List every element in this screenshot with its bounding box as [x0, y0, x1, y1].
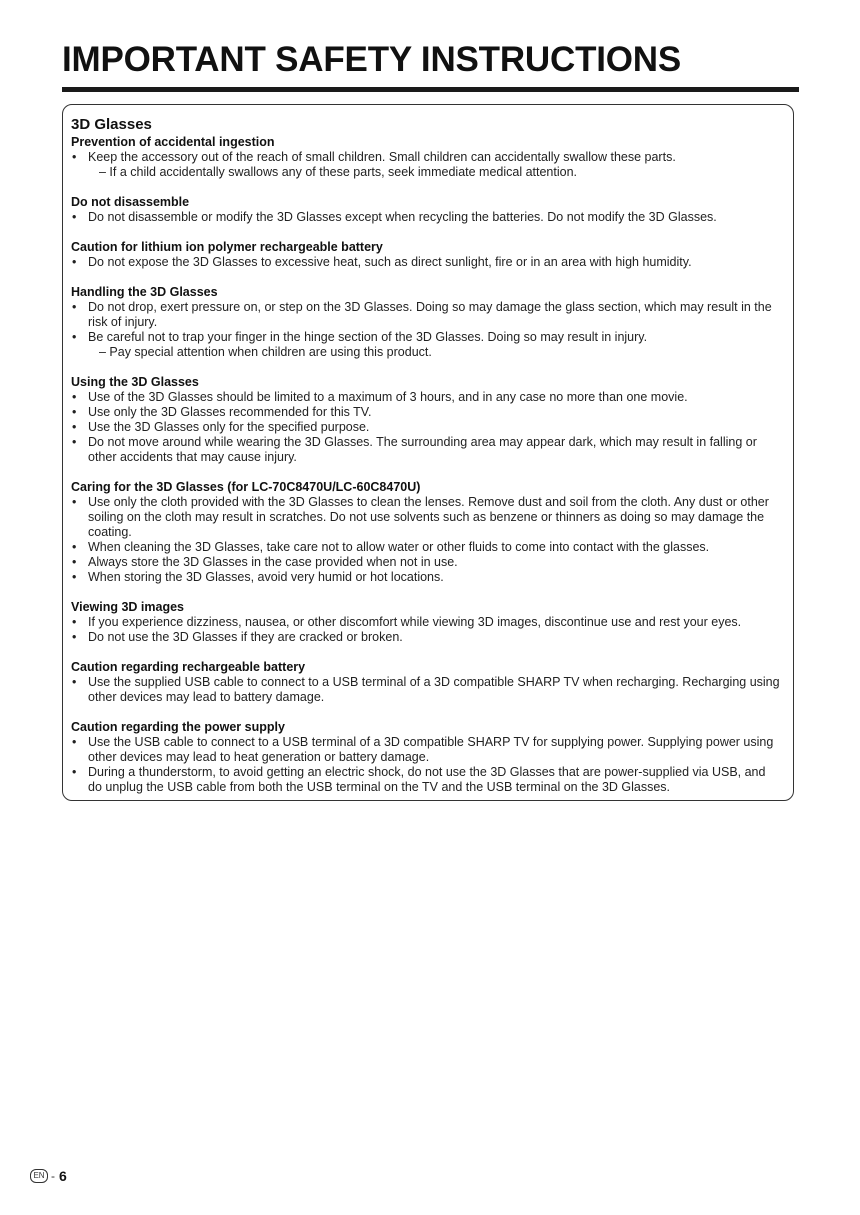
bullet-item: [71, 330, 782, 360]
bullet-dot-icon: •: [72, 390, 77, 404]
safety-section: [71, 375, 782, 465]
title-rule: [62, 87, 799, 92]
bullet-item: [71, 420, 782, 435]
bullet-text: Do not expose the 3D Glasses to excessive heat, such as direct sunlight, fire or in an area with high humidity.: [88, 255, 692, 269]
bullet-text: Always store the 3D Glasses in the case provided when not in use.: [88, 555, 458, 569]
page-footer: [30, 1168, 67, 1184]
safety-section: [71, 240, 782, 270]
bullet-text: Do not move around while wearing the 3D Glasses. The surrounding area may appear dark, which may result in falling or other accidents that may cause injury.: [88, 435, 757, 464]
bullet-item: [71, 630, 782, 645]
bullet-text: Be careful not to trap your finger in the hinge section of the 3D Glasses. Doing so may result in injury.: [88, 330, 648, 344]
section-heading: Caution regarding rechargeable battery: [71, 660, 306, 674]
bullet-text: Use the supplied USB cable to connect to a USB terminal of a 3D compatible SHARP TV when recharging. Recharging using other devices may lead to battery damage.: [88, 675, 780, 704]
footer-dash: -: [51, 1169, 55, 1183]
bullet-item: [71, 495, 782, 540]
safety-section: [71, 195, 782, 225]
safety-section: [71, 285, 782, 360]
section-heading: Caution regarding the power supply: [71, 720, 285, 734]
bullet-item: [71, 390, 782, 405]
bullet-dot-icon: •: [72, 420, 77, 434]
bullet-item: [71, 300, 782, 330]
bullet-item: [71, 405, 782, 420]
bullet-list: [71, 255, 782, 270]
bullet-dot-icon: •: [72, 570, 77, 584]
bullet-dot-icon: •: [72, 255, 77, 269]
bullet-list: [71, 150, 782, 180]
bullet-dot-icon: •: [72, 330, 77, 344]
bullet-text: Do not disassemble or modify the 3D Glasses except when recycling the batteries. Do not modify the 3D Glasses.: [88, 210, 717, 224]
section-heading: Prevention of accidental ingestion: [71, 135, 275, 149]
bullet-text: Use of the 3D Glasses should be limited to a maximum of 3 hours, and in any case no more than one movie.: [88, 390, 688, 404]
bullet-text: Keep the accessory out of the reach of small children. Small children can accidentally swallow these parts.: [88, 150, 676, 164]
bullet-text: Do not use the 3D Glasses if they are cracked or broken.: [88, 630, 403, 644]
bullet-text: Use the 3D Glasses only for the specified purpose.: [88, 420, 370, 434]
bullet-text: Use only the 3D Glasses recommended for this TV.: [88, 405, 372, 419]
safety-section: [71, 720, 782, 795]
bullet-list: [71, 675, 782, 705]
section-heading: Caring for the 3D Glasses (for LC-70C8470U/LC-60C8470U): [71, 480, 421, 494]
safety-panel: [62, 104, 794, 801]
bullet-list: [71, 735, 782, 795]
bullet-text: When storing the 3D Glasses, avoid very humid or hot locations.: [88, 570, 444, 584]
bullet-item: [71, 615, 782, 630]
safety-section: [71, 660, 782, 705]
bullet-dot-icon: •: [72, 435, 77, 449]
bullet-item: [71, 255, 782, 270]
section-heading: Caution for lithium ion polymer rechargeable battery: [71, 240, 383, 254]
bullet-list: [71, 390, 782, 465]
safety-section: [71, 480, 782, 585]
bullet-text: During a thunderstorm, to avoid getting an electric shock, do not use the 3D Glasses that are power-supplied via USB, and do unplug the USB cable from both the USB terminal on the TV and the USB terminal on the 3D Glasses.: [88, 765, 766, 794]
bullet-dot-icon: •: [72, 405, 77, 419]
safety-section: [71, 600, 782, 645]
section-heading: Do not disassemble: [71, 195, 190, 209]
bullet-list: [71, 210, 782, 225]
bullet-text: When cleaning the 3D Glasses, take care not to allow water or other fluids to come into contact with the glasses.: [88, 540, 710, 554]
bullet-item: [71, 150, 782, 180]
bullet-item: [71, 210, 782, 225]
bullet-dot-icon: •: [72, 210, 77, 224]
page-number: 6: [59, 1168, 67, 1184]
bullet-item: [71, 675, 782, 705]
sections-container: [71, 135, 782, 795]
bullet-item: [71, 765, 782, 795]
bullet-list: [71, 300, 782, 360]
section-heading: Viewing 3D images: [71, 600, 185, 614]
section-heading: Using the 3D Glasses: [71, 375, 199, 389]
bullet-dot-icon: •: [72, 675, 77, 689]
section-heading: Handling the 3D Glasses: [71, 285, 218, 299]
bullet-dot-icon: •: [72, 735, 77, 749]
bullet-text: Do not drop, exert pressure on, or step on the 3D Glasses. Doing so may damage the glass section, which may result in the risk of injury.: [88, 300, 772, 329]
bullet-dot-icon: •: [72, 300, 77, 314]
bullet-subnote: – If a child accidentally swallows any of these parts, seek immediate medical attention.: [99, 165, 578, 179]
bullet-dot-icon: •: [72, 630, 77, 644]
bullet-dot-icon: •: [72, 495, 77, 509]
bullet-text: Use the USB cable to connect to a USB terminal of a 3D compatible SHARP TV for supplying power. Supplying power using other devices may lead to heat generation or battery damage.: [88, 735, 774, 764]
bullet-dot-icon: •: [72, 615, 77, 629]
bullet-dot-icon: •: [72, 555, 77, 569]
bullet-dot-icon: •: [72, 765, 77, 779]
bullet-item: [71, 540, 782, 555]
bullet-item: [71, 555, 782, 570]
bullet-list: [71, 615, 782, 645]
safety-section: [71, 135, 782, 180]
bullet-item: [71, 735, 782, 765]
bullet-text: If you experience dizziness, nausea, or other discomfort while viewing 3D images, discontinue use and rest your eyes.: [88, 615, 742, 629]
panel-title: 3D Glasses: [71, 116, 152, 133]
bullet-dot-icon: •: [72, 540, 77, 554]
page-title: IMPORTANT SAFETY INSTRUCTIONS: [62, 40, 682, 79]
bullet-list: [71, 495, 782, 585]
language-badge: EN: [30, 1169, 48, 1183]
bullet-item: [71, 570, 782, 585]
bullet-subnote: – Pay special attention when children are using this product.: [99, 345, 432, 359]
bullet-text: Use only the cloth provided with the 3D Glasses to clean the lenses. Remove dust and soil from the cloth. Any dust or other soiling on the cloth may result in scratches. Do not use solvents such as benzene or thinners as doing so may damage the coating.: [88, 495, 769, 539]
bullet-item: [71, 435, 782, 465]
bullet-dot-icon: •: [72, 150, 77, 164]
